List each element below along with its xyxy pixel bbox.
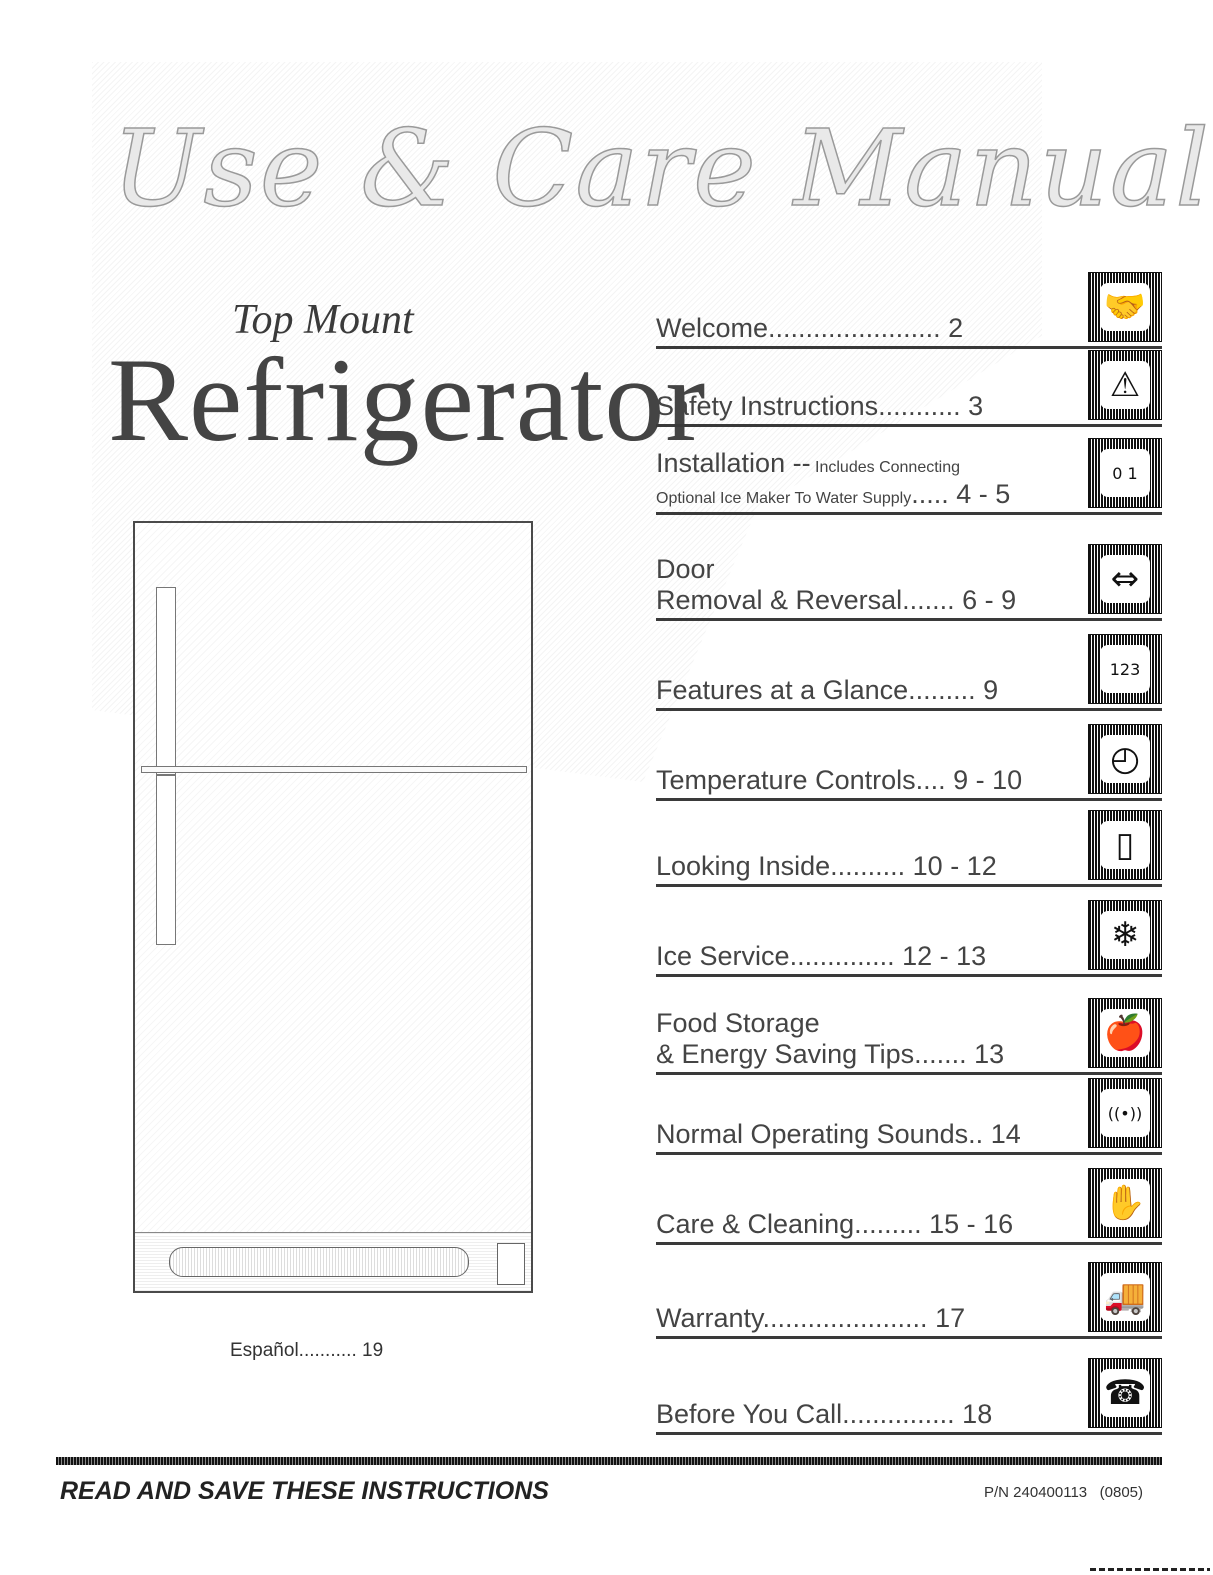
toc-item-label bbox=[656, 851, 997, 882]
toc-item-title: Care & Cleaning bbox=[656, 1208, 855, 1239]
toc-item-title: Looking Inside bbox=[656, 850, 831, 881]
fresh-food-handle bbox=[156, 775, 176, 945]
toc-item-title: Features at a Glance bbox=[656, 674, 909, 705]
toc-item-title: Warranty bbox=[656, 1302, 763, 1333]
toc-item-title: Safety Instructions bbox=[656, 390, 879, 421]
double-arrow-icon bbox=[1088, 544, 1162, 614]
footer-instruction: READ AND SAVE THESE INSTRUCTIONS bbox=[60, 1477, 549, 1505]
toc-item-leader: ....... bbox=[914, 1038, 967, 1069]
toc-item-leader: .... bbox=[915, 764, 946, 795]
toc-item-pages: 4 - 5 bbox=[948, 478, 1011, 509]
toc-item-leader: .............. bbox=[789, 940, 895, 971]
features-icon bbox=[1088, 634, 1162, 704]
toc-item-label bbox=[656, 1008, 1004, 1070]
toc-item-title: Normal Operating Sounds bbox=[656, 1118, 969, 1149]
toc-item[interactable] bbox=[656, 1072, 1162, 1155]
toc-item-label bbox=[656, 765, 1022, 796]
toc-item-pages: 18 bbox=[954, 1398, 993, 1429]
features-icon-glyph: 123 bbox=[1100, 645, 1150, 693]
toc-item[interactable] bbox=[656, 1152, 1162, 1245]
phone-icon-glyph: ☎ bbox=[1100, 1369, 1150, 1417]
refrigerator-illustration bbox=[133, 521, 533, 1293]
toc-item-pages: 13 bbox=[966, 1038, 1005, 1069]
toc-item-label bbox=[656, 391, 983, 422]
dial-icon-glyph: ◴ bbox=[1100, 735, 1150, 783]
toc-item-subtitle: Optional Ice Maker To Water Supply..... 4 - 5 bbox=[656, 478, 1011, 509]
toc-item-title: Installation -- bbox=[656, 447, 811, 478]
toc-item[interactable] bbox=[656, 1242, 1162, 1339]
toc-item-title: Before You Call bbox=[656, 1398, 843, 1429]
toc-item-label bbox=[656, 1399, 992, 1430]
toc-item-leader: .......... bbox=[830, 850, 906, 881]
toc-item-note: Includes Connecting bbox=[810, 458, 961, 476]
cleaning-icon-glyph: ✋ bbox=[1100, 1179, 1150, 1227]
toc-item-subtitle: & Energy Saving Tips....... 13 bbox=[656, 1038, 1005, 1069]
toc-item-title: Welcome bbox=[656, 312, 769, 343]
toc-item-leader: ....... bbox=[902, 584, 955, 615]
toc-item-label bbox=[656, 675, 998, 706]
toc-item[interactable] bbox=[656, 974, 1162, 1075]
toc-item-leader: ..... bbox=[911, 478, 949, 509]
bottom-rule bbox=[1090, 1568, 1210, 1571]
ruler-icon-glyph: 0 1 bbox=[1100, 449, 1150, 497]
toc-item-pages: 14 bbox=[983, 1118, 1021, 1149]
ice-icon-glyph: ❄ bbox=[1100, 911, 1150, 959]
cleaning-icon bbox=[1088, 1168, 1162, 1238]
toc-item[interactable] bbox=[656, 708, 1162, 801]
ruler-icon bbox=[1088, 438, 1162, 508]
fridge-icon bbox=[1088, 810, 1162, 880]
model-subtitle: Top Mount bbox=[232, 297, 414, 343]
toc-item-pages: 2 bbox=[940, 312, 964, 343]
toc-item[interactable] bbox=[656, 618, 1162, 711]
toc-item[interactable] bbox=[656, 262, 1162, 349]
toc-item[interactable] bbox=[656, 424, 1162, 515]
toc-item-subtitle: Removal & Reversal....... 6 - 9 bbox=[656, 584, 1017, 615]
handshake-icon bbox=[1088, 272, 1162, 342]
toc-item-label bbox=[656, 1209, 1013, 1240]
manual-title: Use & Care Manual bbox=[112, 107, 1211, 230]
toc-item-pages: 9 - 10 bbox=[945, 764, 1023, 795]
fridge-icon-glyph: ▯ bbox=[1100, 821, 1150, 869]
toe-grille bbox=[169, 1247, 469, 1277]
handshake-icon-glyph: 🤝 bbox=[1100, 283, 1150, 331]
toc-item-pages: 3 bbox=[960, 390, 984, 421]
toc-item-label bbox=[656, 1119, 1021, 1150]
freezer-handle bbox=[156, 587, 176, 775]
apple-icon-glyph: 🍎 bbox=[1100, 1009, 1150, 1057]
toc-item-leader: ............... bbox=[842, 1398, 955, 1429]
toc-item-title: Door bbox=[656, 553, 715, 584]
toc-item-pages: 10 - 12 bbox=[905, 850, 997, 881]
part-number: P/N 240400113 (0805) bbox=[984, 1484, 1144, 1501]
toc-item-leader: ......... bbox=[854, 1208, 922, 1239]
toc-item-pages: 17 bbox=[927, 1302, 966, 1333]
espanol-link[interactable]: Español........... 19 bbox=[230, 1340, 384, 1361]
truck-icon bbox=[1088, 1262, 1162, 1332]
toc-item-leader: ........... bbox=[878, 390, 961, 421]
toc-item-title: Ice Service bbox=[656, 940, 790, 971]
footer-rule bbox=[56, 1457, 1162, 1465]
apple-icon bbox=[1088, 998, 1162, 1068]
toc-item-pages: 12 - 13 bbox=[894, 940, 987, 971]
toc-item-leader: ......... bbox=[908, 674, 976, 705]
toc-item-label bbox=[656, 313, 963, 344]
toc-item[interactable] bbox=[656, 798, 1162, 887]
truck-icon-glyph: 🚚 bbox=[1100, 1273, 1150, 1321]
product-title: Refrigerator bbox=[108, 333, 707, 466]
toc-item-title: Food Storage bbox=[656, 1007, 820, 1038]
dial-icon bbox=[1088, 724, 1162, 794]
sound-icon bbox=[1088, 1078, 1162, 1148]
double-arrow-icon-glyph: ⇔ bbox=[1100, 555, 1150, 603]
sound-icon-glyph: ((•)) bbox=[1100, 1089, 1150, 1137]
toc-item-pages: 9 bbox=[975, 674, 999, 705]
toc-item-label bbox=[656, 554, 1016, 616]
toc-item-pages: 15 - 16 bbox=[921, 1208, 1014, 1239]
ice-icon bbox=[1088, 900, 1162, 970]
toc-item-leader: .. bbox=[968, 1118, 984, 1149]
toc-item[interactable] bbox=[656, 512, 1162, 621]
toc-item-label bbox=[656, 448, 1010, 510]
toc-item[interactable] bbox=[656, 1336, 1162, 1435]
toc-item[interactable] bbox=[656, 884, 1162, 977]
toc-item-title: Temperature Controls bbox=[656, 764, 916, 795]
phone-icon bbox=[1088, 1358, 1162, 1428]
toc-item[interactable] bbox=[656, 346, 1162, 427]
toc-item-leader: ...................... bbox=[762, 1302, 928, 1333]
kick-plate-panel bbox=[497, 1243, 525, 1285]
warning-icon-glyph: ⚠ bbox=[1100, 361, 1150, 409]
door-divider bbox=[141, 766, 527, 773]
warning-icon bbox=[1088, 350, 1162, 420]
toc-item-leader: ....................... bbox=[768, 312, 941, 343]
toc-item-pages: 6 - 9 bbox=[954, 584, 1017, 615]
toc-item-label bbox=[656, 941, 986, 972]
toc-item-label bbox=[656, 1303, 965, 1334]
